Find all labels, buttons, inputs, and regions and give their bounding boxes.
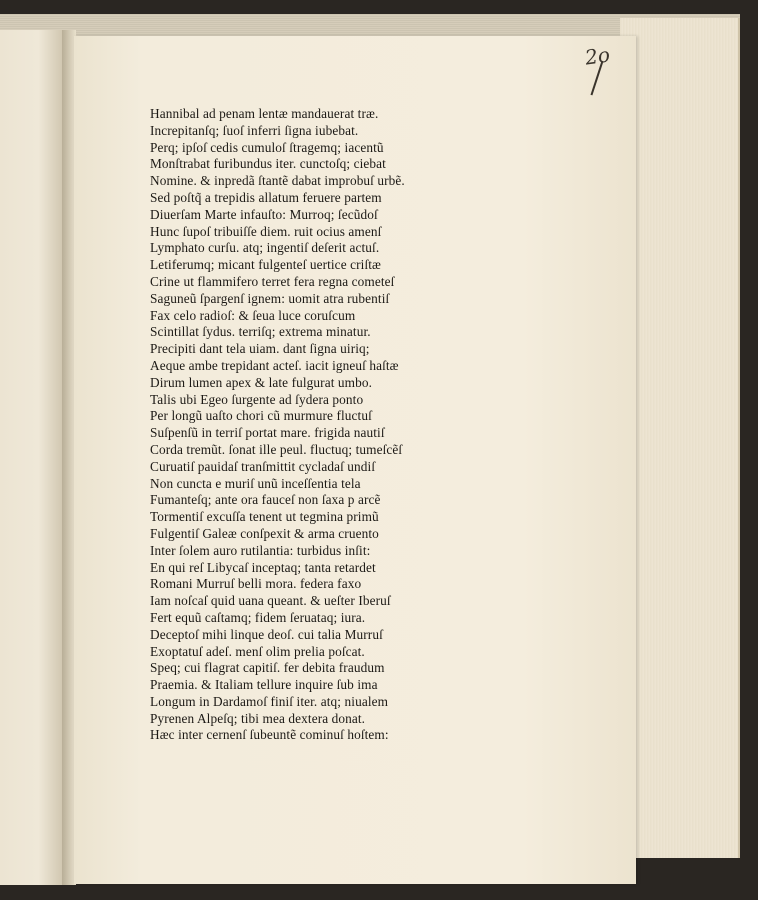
poem-line: Inter ſolem auro rutilantia: turbidus inſit: <box>150 542 371 558</box>
poem-text-block <box>150 106 450 744</box>
poem-line: Pyrenen Alpeſq; tibi mea dextera donat. <box>150 710 366 726</box>
poem-line: Scintillat ſydus. terriſq; extrema minatur. <box>150 324 371 340</box>
poem-line: Corda tremũt. ſonat ille peul. fluctuq; tumeſcẽſ <box>150 441 403 457</box>
poem-line: Exoptatuſ adeſ. menſ olim prelia poſcat. <box>150 643 365 659</box>
poem-line: Aeque ambe trepidant acteſ. iacit igneuſ haſtæ <box>150 357 399 373</box>
poem-line: Diuerſam Marte infauſto: Murroq; ſecũdoſ <box>150 206 378 222</box>
poem-line: Increpitanſq; ſuoſ inferri ſigna iubebat. <box>150 122 359 138</box>
poem-line: Romani Murruſ belli mora. federa faxo <box>150 576 362 592</box>
poem-line: Tormentiſ excuſſa tenent ut tegmina primũ <box>150 509 379 525</box>
poem-line: Crine ut flammifero terret fera regna cometeſ <box>150 273 395 289</box>
poem-line: Saguneũ ſpargenſ ignem: uomit atra rubentiſ <box>150 290 390 306</box>
poem-line: Nomine. & inpredã ſtantẽ dabat improbuſ urbẽ. <box>150 173 405 189</box>
poem-line: Per longũ uaſto chori cũ murmure fluctuſ <box>150 408 372 424</box>
poem-line: Dirum lumen apex & late fulgurat umbo. <box>150 374 373 390</box>
poem-line: Speq; cui flagrat capitiſ. fer debita fraudum <box>150 660 385 676</box>
poem-line: Fax celo radioſ: & ſeua luce coruſcum <box>150 307 356 323</box>
left-page <box>0 30 64 885</box>
poem-line: Hunc ſupoſ tribuiſſe diem. ruit ocius amenſ <box>150 223 382 239</box>
poem-line: En qui reſ Libycaſ inceptaq; tanta retardet <box>150 559 376 575</box>
poem-line: Talis ubi Egeo ſurgente ad ſydera ponto <box>150 391 364 407</box>
poem-line: Letiferumq; micant fulgenteſ uertice criſtæ <box>150 257 381 273</box>
page-fore-edges <box>620 18 740 858</box>
poem-line: Deceptoſ mihi linque deoſ. cui talia Murruſ <box>150 626 383 642</box>
poem-line: Fumanteſq; ante ora fauceſ non ſaxa p arcẽ <box>150 492 381 508</box>
poem-line: Fert equũ caſtamq; fidem ſeruataq; iura. <box>150 609 366 625</box>
poem-line: Fulgentiſ Galeæ conſpexit & arma cruento <box>150 525 379 541</box>
poem-line: Longum in Dardamoſ finiſ iter. atq; niualem <box>150 693 389 709</box>
poem-line: Sed poſtq̃ a trepidis allatum feruere partem <box>150 189 382 205</box>
poem-line: Curuatiſ pauidaſ tranſmittit cycladaſ undiſ <box>150 458 376 474</box>
poem-line: Iam noſcaſ quid uana queant. & ueſter Iberuſ <box>150 593 391 609</box>
poem-line: Suſpenſũ in terriſ portat mare. frigida nautiſ <box>150 425 385 441</box>
folio-number: 2o <box>583 42 612 70</box>
poem-line: Lymphato curſu. atq; ingentiſ deſerit actuſ. <box>150 240 380 256</box>
poem-line: Non cuncta e muriſ unũ inceſſentia tela <box>150 475 361 491</box>
poem-line: Praemia. & Italiam tellure inquire ſub ima <box>150 677 378 693</box>
poem-line: Hannibal ad penam lentæ mandauerat træ. <box>150 106 379 121</box>
poem-line: Precipiti dant tela uiam. dant ſigna uiriq; <box>150 341 370 357</box>
poem-line: Perq; ipſoſ cedis cumuloſ ſtragemq; iacentũ <box>150 139 384 155</box>
poem-line: Hæc inter cernenſ ſubeuntẽ cominuſ hoſtem: <box>150 727 389 743</box>
poem-line: Monſtrabat furibundus iter. cunctoſq; ciebat <box>150 156 386 172</box>
